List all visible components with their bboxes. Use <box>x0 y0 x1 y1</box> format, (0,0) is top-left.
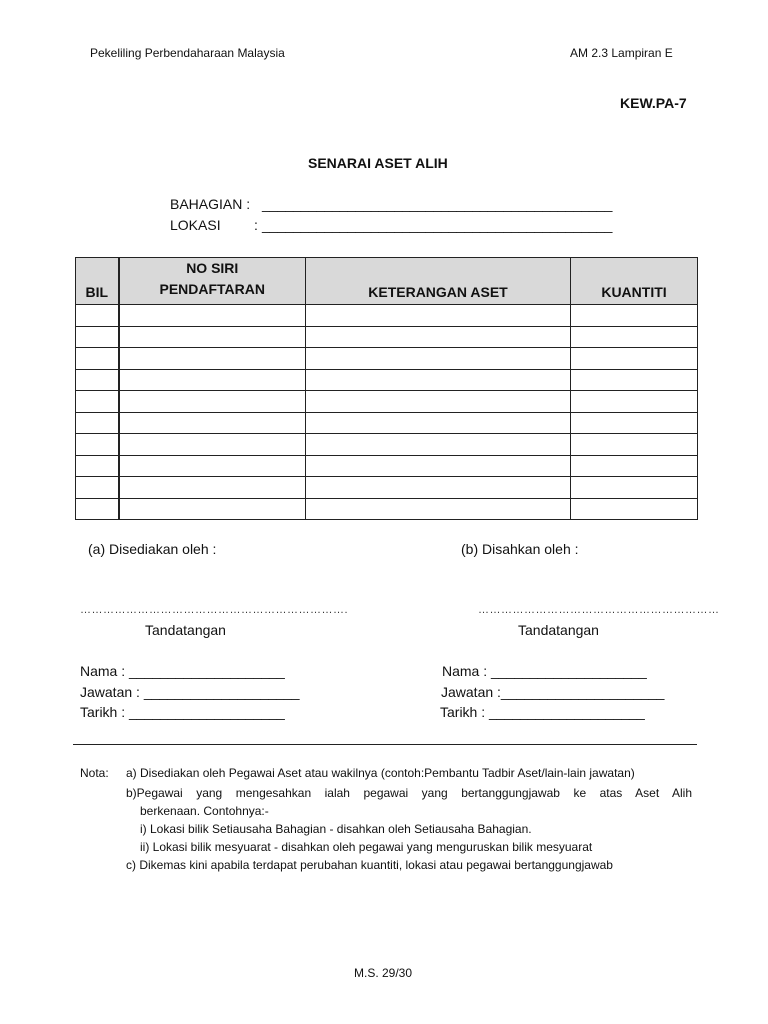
table-row <box>76 434 698 456</box>
lokasi-label: LOKASI <box>170 217 221 233</box>
table-row <box>76 477 698 499</box>
cell-keterangan[interactable] <box>306 305 571 327</box>
verified-jawatan-field: Jawatan :_____________________ <box>441 684 665 700</box>
cell-kuantiti[interactable] <box>571 326 698 348</box>
cell-no-siri[interactable] <box>119 326 306 348</box>
cell-no-siri[interactable] <box>119 305 306 327</box>
cell-kuantiti[interactable] <box>571 369 698 391</box>
page-number: M.S. 29/30 <box>354 966 413 980</box>
cell-bil[interactable] <box>76 498 119 520</box>
cell-kuantiti[interactable] <box>571 498 698 520</box>
cell-keterangan[interactable] <box>306 455 571 477</box>
cell-bil[interactable] <box>76 434 119 456</box>
notes-label: Nota: <box>80 766 109 780</box>
cell-bil[interactable] <box>76 455 119 477</box>
prepared-tarikh-field: Tarikh : ____________________ <box>80 704 285 720</box>
table-row <box>76 348 698 370</box>
cell-no-siri[interactable] <box>119 477 306 499</box>
cell-no-siri[interactable] <box>119 412 306 434</box>
cell-keterangan[interactable] <box>306 369 571 391</box>
cell-bil[interactable] <box>76 305 119 327</box>
verified-tarikh-field: Tarikh : ____________________ <box>440 704 645 720</box>
cell-bil[interactable] <box>76 348 119 370</box>
note-b-line2: berkenaan. Contohnya:- <box>140 804 269 818</box>
table-row <box>76 498 698 520</box>
table-row <box>76 369 698 391</box>
cell-keterangan[interactable] <box>306 498 571 520</box>
note-b-ii: ii) Lokasi bilik mesyuarat - disahkan oleh pegawai yang menguruskan bilik mesyuarat <box>140 840 593 854</box>
header-appendix: AM 2.3 Lampiran E <box>570 46 673 60</box>
prepared-signature-caption: Tandatangan <box>145 622 226 638</box>
note-b-i: i) Lokasi bilik Setiausaha Bahagian - disahkan oleh Setiausaha Bahagian. <box>140 822 532 836</box>
col-header-no-siri-line2: PENDAFTARAN <box>159 281 265 297</box>
cell-kuantiti[interactable] <box>571 412 698 434</box>
cell-no-siri[interactable] <box>119 455 306 477</box>
cell-no-siri[interactable] <box>119 348 306 370</box>
cell-kuantiti[interactable] <box>571 477 698 499</box>
cell-no-siri[interactable] <box>119 391 306 413</box>
bahagian-line: _____________________________________________ <box>262 196 613 212</box>
cell-keterangan[interactable] <box>306 326 571 348</box>
table-row <box>76 391 698 413</box>
prepared-signature-dots: ……………………………………………………………. <box>80 604 349 616</box>
note-a: a) Disediakan oleh Pegawai Aset atau wakilnya (contoh:Pembantu Tadbir Aset/lain-lain jawatan) <box>126 766 635 780</box>
cell-kuantiti[interactable] <box>571 391 698 413</box>
header-publication: Pekeliling Perbendaharaan Malaysia <box>90 46 285 60</box>
verified-signature-caption: Tandatangan <box>518 622 599 638</box>
cell-kuantiti[interactable] <box>571 434 698 456</box>
page-title: SENARAI ASET ALIH <box>308 155 448 171</box>
cell-no-siri[interactable] <box>119 369 306 391</box>
cell-keterangan[interactable] <box>306 477 571 499</box>
note-b-line1: b)Pegawai yang mengesahkan ialah pegawai yang bertanggungjawab ke atas Aset Alih <box>126 786 692 800</box>
cell-no-siri[interactable] <box>119 434 306 456</box>
cell-bil[interactable] <box>76 369 119 391</box>
lokasi-colon: : <box>254 217 258 233</box>
cell-keterangan[interactable] <box>306 434 571 456</box>
cell-bil[interactable] <box>76 326 119 348</box>
lokasi-line: _____________________________________________ <box>262 217 613 233</box>
asset-table <box>75 257 698 520</box>
cell-kuantiti[interactable] <box>571 348 698 370</box>
col-header-no-siri-line1: NO SIRI <box>186 260 239 276</box>
cell-no-siri[interactable] <box>119 498 306 520</box>
table-row <box>76 412 698 434</box>
cell-keterangan[interactable] <box>306 391 571 413</box>
cell-kuantiti[interactable] <box>571 305 698 327</box>
table-row <box>76 305 698 327</box>
col-header-kuantiti: KUANTITI <box>571 258 698 305</box>
col-header-no-siri <box>119 258 306 305</box>
table-header-row <box>76 258 698 305</box>
cell-bil[interactable] <box>76 477 119 499</box>
table-row <box>76 455 698 477</box>
form-code: KEW.PA-7 <box>620 95 687 111</box>
note-c: c) Dikemas kini apabila terdapat perubahan kuantiti, lokasi atau pegawai bertanggungjawab <box>126 858 613 872</box>
col-header-keterangan: KETERANGAN ASET <box>306 258 571 305</box>
cell-bil[interactable] <box>76 412 119 434</box>
section-divider <box>73 744 697 745</box>
cell-keterangan[interactable] <box>306 412 571 434</box>
cell-keterangan[interactable] <box>306 348 571 370</box>
verified-nama-field: Nama : ____________________ <box>442 663 647 679</box>
prepared-nama-field: Nama : ____________________ <box>80 663 285 679</box>
verified-signature-dots: ……………………………………………………… <box>478 604 720 616</box>
table-row <box>76 326 698 348</box>
cell-bil[interactable] <box>76 391 119 413</box>
verified-by-label: (b) Disahkan oleh : <box>461 541 579 557</box>
prepared-by-label: (a) Disediakan oleh : <box>88 541 217 557</box>
bahagian-label: BAHAGIAN : <box>170 196 251 212</box>
col-header-bil: BIL <box>76 258 119 305</box>
prepared-jawatan-field: Jawatan : ____________________ <box>80 684 300 700</box>
cell-kuantiti[interactable] <box>571 455 698 477</box>
